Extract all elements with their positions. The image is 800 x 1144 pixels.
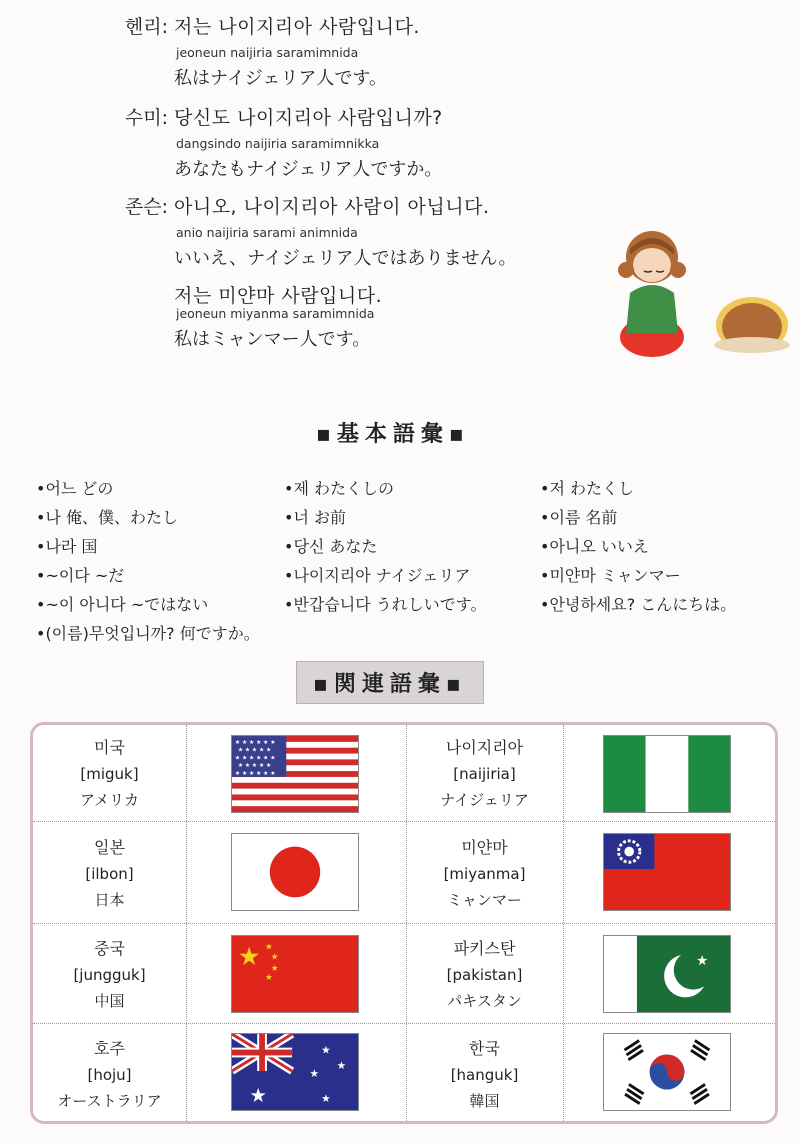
japan-flag-icon	[231, 833, 359, 911]
korean-sentence: 저는 미얀마 사람입니다.	[174, 285, 383, 307]
svg-text:★: ★	[270, 964, 279, 975]
svg-text:★: ★	[237, 942, 261, 972]
svg-text:★ ★ ★ ★ ★ ★: ★ ★ ★ ★ ★ ★	[234, 739, 276, 746]
vocab-item: •~이다 ~だ	[36, 566, 125, 585]
country-word-nigeria: 나이지리아 [naijiria] ナイジェリア	[440, 738, 529, 809]
speaker-name: 존슨:	[124, 196, 168, 218]
country-word-pakistan: 파키스탄 [pakistan] パキスタン	[446, 939, 523, 1010]
korean-sentence: 아니오, 나이지리아 사람이 아닙니다.	[174, 196, 490, 218]
svg-text:★ ★ ★ ★ ★ ★: ★ ★ ★ ★ ★ ★	[234, 770, 276, 777]
vocab-item: •~이 아니다 ~ではない	[36, 595, 209, 614]
vocab-item: •아니오 いいえ	[540, 537, 649, 556]
svg-text:★: ★	[696, 953, 709, 970]
vocab-item: •당신 あなた	[284, 537, 378, 556]
romanization: dangsindo naijiria saramimnikka	[176, 136, 380, 151]
speaker-name: 헨리:	[124, 16, 168, 38]
japanese-translation: いいえ、ナイジェリア人ではありません。	[174, 248, 517, 269]
country-flag-table	[30, 722, 778, 1124]
korea-flag-icon	[603, 1033, 731, 1111]
country-word-china: 중국 [jungguk] 中国	[73, 939, 146, 1010]
china-flag-icon	[231, 935, 359, 1013]
speaker-name: 수미:	[124, 107, 168, 129]
country-word-usa: 미국 [miguk] アメリカ	[80, 738, 139, 809]
vocab-item: •이름 名前	[540, 508, 618, 527]
romanization: jeoneun miyanma saramimnida	[176, 306, 375, 321]
related-vocabulary-title: ▪関連語彙▪	[296, 661, 484, 704]
vocab-item: •제 わたくしの	[284, 479, 394, 498]
vocab-item: •저 わたくし	[540, 479, 634, 498]
myanmar-flag-icon	[603, 833, 731, 911]
japanese-translation: 私はミャンマー人です。	[174, 329, 371, 350]
vocab-item: •나라 国	[36, 537, 98, 556]
vocab-item: •안녕하세요? こんにちは。	[540, 595, 737, 614]
korean-sentence: 저는 나이지리아 사람입니다.	[174, 16, 420, 38]
svg-text:★ ★ ★ ★ ★: ★ ★ ★ ★ ★	[237, 747, 272, 754]
svg-text:★: ★	[321, 1092, 331, 1106]
vocab-item: •미얀마 ミャンマー	[540, 566, 681, 585]
australia-flag-icon	[231, 1033, 359, 1111]
vocab-item: •반갑습니다 うれしいです。	[284, 595, 487, 614]
country-word-korea: 한국 [hanguk] 韓国	[450, 1039, 519, 1110]
korean-sentence: 당신도 나이지리아 사람입니까?	[174, 107, 443, 129]
svg-text:★: ★	[270, 952, 279, 963]
basic-vocabulary-title: ▪基本語彙▪	[316, 422, 470, 447]
vocab-item: •(이름)무엇입니까? 何ですか。	[36, 624, 260, 643]
vocab-item: •나이지리아 ナイジェリア	[284, 566, 471, 585]
vocab-item: •나 俺、僕、わたし	[36, 508, 178, 527]
svg-text:★: ★	[249, 1084, 267, 1108]
country-word-myanmar: 미얀마 [miyanma] ミャンマー	[443, 838, 526, 909]
svg-text:★: ★	[321, 1043, 331, 1057]
bowing-children-illustration	[612, 215, 792, 360]
pakistan-flag-icon	[603, 935, 731, 1013]
japanese-translation: 私はナイジェリア人です。	[174, 68, 387, 89]
romanization: anio naijiria sarami animnida	[176, 225, 358, 240]
romanization: jeoneun naijiria saramimnida	[176, 45, 359, 60]
svg-text:★: ★	[264, 972, 273, 983]
svg-text:★: ★	[336, 1059, 347, 1073]
svg-text:★ ★ ★ ★ ★ ★: ★ ★ ★ ★ ★ ★	[234, 755, 276, 762]
vocab-item: •너 お前	[284, 508, 346, 527]
usa-flag-icon	[231, 735, 359, 813]
nigeria-flag-icon	[603, 735, 731, 813]
country-word-australia: 호주 [hoju] オーストラリア	[57, 1039, 162, 1110]
svg-text:★ ★ ★ ★ ★: ★ ★ ★ ★ ★	[237, 763, 272, 770]
svg-text:★: ★	[309, 1066, 320, 1080]
vocab-item: •어느 どの	[36, 479, 114, 498]
svg-text:★: ★	[264, 942, 273, 953]
japanese-translation: あなたもナイジェリア人ですか。	[174, 159, 443, 180]
country-word-japan: 일본 [ilbon] 日本	[85, 838, 134, 909]
